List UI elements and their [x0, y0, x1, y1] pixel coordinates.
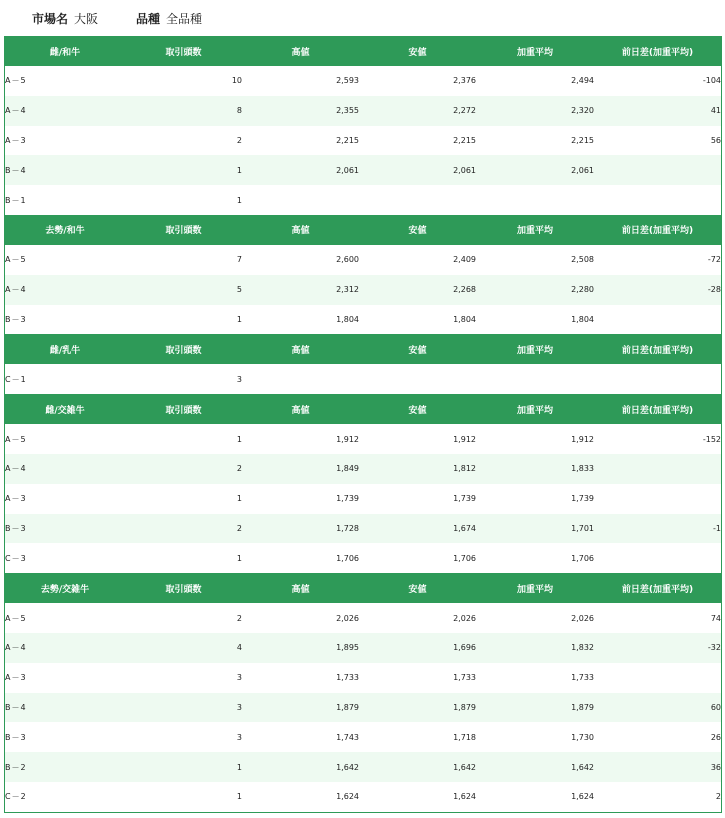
- high-price-cell: 2,600: [336, 255, 359, 265]
- count-cell: 5: [125, 275, 242, 305]
- grade-cell: A－5: [5, 76, 27, 86]
- column-header: 加重平均: [476, 394, 594, 424]
- high-price-cell: 1,804: [336, 314, 359, 324]
- grade-cell: A－3: [5, 494, 27, 504]
- count-cell: 2: [236, 135, 242, 145]
- low-price-cell: 1,733: [453, 673, 476, 683]
- weighted-avg-cell: 2,215: [571, 135, 594, 145]
- prev-day-diff-cell: 2: [715, 792, 721, 802]
- variety-label: 品種: [136, 11, 161, 26]
- weighted-avg-cell: 2,494: [571, 76, 594, 86]
- column-header: 安値: [359, 573, 476, 603]
- count-cell: 3: [236, 673, 242, 683]
- weighted-avg-cell: 1,730: [571, 732, 594, 742]
- count-cell: 2: [125, 514, 242, 544]
- low-price-cell: 2,026: [453, 613, 476, 623]
- prev-day-diff-cell: 36: [594, 752, 721, 782]
- high-price-cell: 2,355: [242, 96, 359, 126]
- table-row: [5, 454, 721, 484]
- table-row: [5, 543, 721, 573]
- table-row: [5, 185, 721, 215]
- prev-day-diff-cell: [594, 543, 721, 573]
- table-row: [5, 305, 721, 335]
- low-price-cell: 2,061: [359, 155, 476, 185]
- table-row: [5, 424, 721, 454]
- count-cell: 3: [125, 693, 242, 723]
- high-price-cell: 1,879: [242, 693, 359, 723]
- prev-day-diff-cell: 41: [594, 96, 721, 126]
- table-row: [5, 663, 721, 693]
- prev-day-diff-cell: [594, 484, 721, 514]
- column-header: 前日差(加重平均): [594, 334, 721, 364]
- column-header: 取引頭数: [125, 573, 242, 603]
- high-price-cell: 1,912: [336, 434, 359, 444]
- table-row: [5, 514, 721, 544]
- high-price-cell: 2,026: [336, 613, 359, 623]
- high-price-cell: [242, 364, 359, 394]
- grade-cell: A－4: [5, 633, 125, 663]
- high-price-cell: 1,743: [336, 732, 359, 742]
- market-value: 大阪: [74, 11, 99, 26]
- column-header: 前日差(加重平均): [594, 573, 721, 603]
- column-header: 高値: [242, 36, 359, 66]
- section-header-row: [5, 215, 721, 245]
- table-row: [5, 752, 721, 782]
- table-row: [5, 722, 721, 752]
- column-header: 安値: [359, 394, 476, 424]
- high-price-cell: 1,895: [242, 633, 359, 663]
- low-price-cell: [359, 364, 476, 394]
- section-title: 雌/乳牛: [5, 334, 125, 364]
- count-cell: 2: [236, 613, 242, 623]
- weighted-avg-cell: 1,642: [476, 752, 594, 782]
- count-cell: 10: [231, 76, 242, 86]
- price-table-body: [5, 36, 721, 812]
- high-price-cell: 1,733: [336, 673, 359, 683]
- weighted-avg-cell: 2,061: [476, 155, 594, 185]
- column-header: 高値: [242, 215, 359, 245]
- column-header: 加重平均: [476, 215, 594, 245]
- market-label: 市場名: [32, 11, 69, 26]
- column-header: 加重平均: [476, 573, 594, 603]
- grade-cell: B－3: [5, 514, 125, 544]
- weighted-avg-cell: 1,879: [476, 693, 594, 723]
- variety-value: 全品種: [166, 11, 203, 26]
- table-row: [5, 364, 721, 394]
- low-price-cell: 2,215: [453, 135, 476, 145]
- page-header: [0, 0, 725, 36]
- prev-day-diff-cell: 56: [710, 135, 721, 145]
- section-header-row: [5, 394, 721, 424]
- column-header: 取引頭数: [125, 36, 242, 66]
- prev-day-diff-cell: 60: [594, 693, 721, 723]
- prev-day-diff-cell: 74: [710, 613, 721, 623]
- low-price-cell: 1,912: [453, 434, 476, 444]
- high-price-cell: [242, 185, 359, 215]
- grade-cell: A－4: [5, 454, 125, 484]
- table-row: [5, 275, 721, 305]
- weighted-avg-cell: 2,026: [571, 613, 594, 623]
- price-table: [5, 36, 721, 812]
- table-row: [5, 603, 721, 633]
- low-price-cell: 1,674: [359, 514, 476, 544]
- count-cell: 3: [236, 732, 242, 742]
- count-cell: 1: [236, 434, 242, 444]
- low-price-cell: 1,879: [359, 693, 476, 723]
- grade-cell: B－4: [5, 693, 125, 723]
- grade-cell: A－4: [5, 275, 125, 305]
- weighted-avg-cell: [476, 364, 594, 394]
- high-price-cell: 1,706: [336, 553, 359, 563]
- weighted-avg-cell: 1,912: [571, 434, 594, 444]
- section-title: 去勢/和牛: [5, 215, 125, 245]
- high-price-cell: 2,593: [336, 76, 359, 86]
- prev-day-diff-cell: [594, 305, 721, 335]
- weighted-avg-cell: 1,804: [571, 314, 594, 324]
- grade-cell: B－3: [5, 314, 27, 324]
- grade-cell: B－4: [5, 155, 125, 185]
- high-price-cell: 1,739: [336, 494, 359, 504]
- high-price-cell: 1,642: [242, 752, 359, 782]
- count-cell: 1: [236, 314, 242, 324]
- grade-cell: A－5: [5, 613, 27, 623]
- grade-cell: B－2: [5, 752, 125, 782]
- high-price-cell: 2,061: [242, 155, 359, 185]
- column-header: 加重平均: [476, 334, 594, 364]
- column-header: 高値: [242, 394, 359, 424]
- table-row: [5, 693, 721, 723]
- prev-day-diff-cell: -152: [702, 434, 721, 444]
- high-price-cell: 2,215: [336, 135, 359, 145]
- low-price-cell: 1,718: [453, 732, 476, 742]
- column-header: 安値: [359, 36, 476, 66]
- low-price-cell: 1,696: [359, 633, 476, 663]
- prev-day-diff-cell: [594, 364, 721, 394]
- low-price-cell: 1,804: [453, 314, 476, 324]
- grade-cell: A－3: [5, 673, 27, 683]
- table-row: [5, 782, 721, 812]
- weighted-avg-cell: 2,280: [476, 275, 594, 305]
- table-row: [5, 155, 721, 185]
- prev-day-diff-cell: [594, 663, 721, 693]
- count-cell: 2: [125, 454, 242, 484]
- count-cell: 7: [236, 255, 242, 265]
- low-price-cell: 1,812: [359, 454, 476, 484]
- prev-day-diff-cell: [594, 454, 721, 484]
- count-cell: 4: [125, 633, 242, 663]
- table-row: [5, 66, 721, 96]
- column-header: 取引頭数: [125, 215, 242, 245]
- weighted-avg-cell: 2,508: [571, 255, 594, 265]
- prev-day-diff-cell: -1: [594, 514, 721, 544]
- weighted-avg-cell: [476, 185, 594, 215]
- prev-day-diff-cell: -32: [594, 633, 721, 663]
- column-header: 安値: [359, 334, 476, 364]
- grade-cell: A－5: [5, 255, 27, 265]
- prev-day-diff-cell: -72: [707, 255, 721, 265]
- grade-cell: C－1: [5, 374, 27, 384]
- weighted-avg-cell: 1,739: [571, 494, 594, 504]
- weighted-avg-cell: 1,733: [571, 673, 594, 683]
- weighted-avg-cell: 1,701: [476, 514, 594, 544]
- grade-cell: A－4: [5, 96, 125, 126]
- low-price-cell: 1,706: [453, 553, 476, 563]
- count-cell: 3: [236, 374, 242, 384]
- weighted-avg-cell: 1,624: [571, 792, 594, 802]
- weighted-avg-cell: 2,320: [476, 96, 594, 126]
- low-price-cell: 1,642: [359, 752, 476, 782]
- grade-cell: B－3: [5, 732, 27, 742]
- low-price-cell: 2,376: [453, 76, 476, 86]
- grade-cell: A－3: [5, 135, 27, 145]
- count-cell: 1: [125, 155, 242, 185]
- count-cell: 8: [125, 96, 242, 126]
- high-price-cell: 2,312: [242, 275, 359, 305]
- table-row: [5, 96, 721, 126]
- column-header: 前日差(加重平均): [594, 36, 721, 66]
- section-header-row: [5, 334, 721, 364]
- column-header: 取引頭数: [125, 394, 242, 424]
- low-price-cell: [359, 185, 476, 215]
- count-cell: 1: [125, 752, 242, 782]
- section-title: 雌/交雑牛: [5, 394, 125, 424]
- low-price-cell: 2,409: [453, 255, 476, 265]
- count-cell: 1: [236, 792, 242, 802]
- column-header: 加重平均: [476, 36, 594, 66]
- section-header-row: [5, 573, 721, 603]
- weighted-avg-cell: 1,706: [571, 553, 594, 563]
- grade-cell: C－2: [5, 792, 27, 802]
- section-title: 雌/和牛: [5, 36, 125, 66]
- price-table-container: [4, 36, 722, 813]
- grade-cell: A－5: [5, 434, 27, 444]
- prev-day-diff-cell: [594, 155, 721, 185]
- table-row: [5, 484, 721, 514]
- grade-cell: B－1: [5, 195, 27, 205]
- prev-day-diff-cell: 26: [710, 732, 721, 742]
- high-price-cell: 1,624: [336, 792, 359, 802]
- column-header: 安値: [359, 215, 476, 245]
- count-cell: 1: [236, 494, 242, 504]
- column-header: 前日差(加重平均): [594, 215, 721, 245]
- prev-day-diff-cell: [594, 185, 721, 215]
- table-row: [5, 245, 721, 275]
- low-price-cell: 2,272: [359, 96, 476, 126]
- weighted-avg-cell: 1,833: [476, 454, 594, 484]
- low-price-cell: 1,739: [453, 494, 476, 504]
- prev-day-diff-cell: -28: [594, 275, 721, 305]
- weighted-avg-cell: 1,832: [476, 633, 594, 663]
- prev-day-diff-cell: -104: [702, 76, 721, 86]
- section-title: 去勢/交雑牛: [5, 573, 125, 603]
- count-cell: 1: [236, 195, 242, 205]
- count-cell: 1: [236, 553, 242, 563]
- table-row: [5, 633, 721, 663]
- section-header-row: [5, 36, 721, 66]
- column-header: 取引頭数: [125, 334, 242, 364]
- column-header: 前日差(加重平均): [594, 394, 721, 424]
- high-price-cell: 1,728: [242, 514, 359, 544]
- high-price-cell: 1,849: [242, 454, 359, 484]
- low-price-cell: 2,268: [359, 275, 476, 305]
- column-header: 高値: [242, 573, 359, 603]
- grade-cell: C－3: [5, 553, 27, 563]
- low-price-cell: 1,624: [453, 792, 476, 802]
- table-row: [5, 126, 721, 156]
- column-header: 高値: [242, 334, 359, 364]
